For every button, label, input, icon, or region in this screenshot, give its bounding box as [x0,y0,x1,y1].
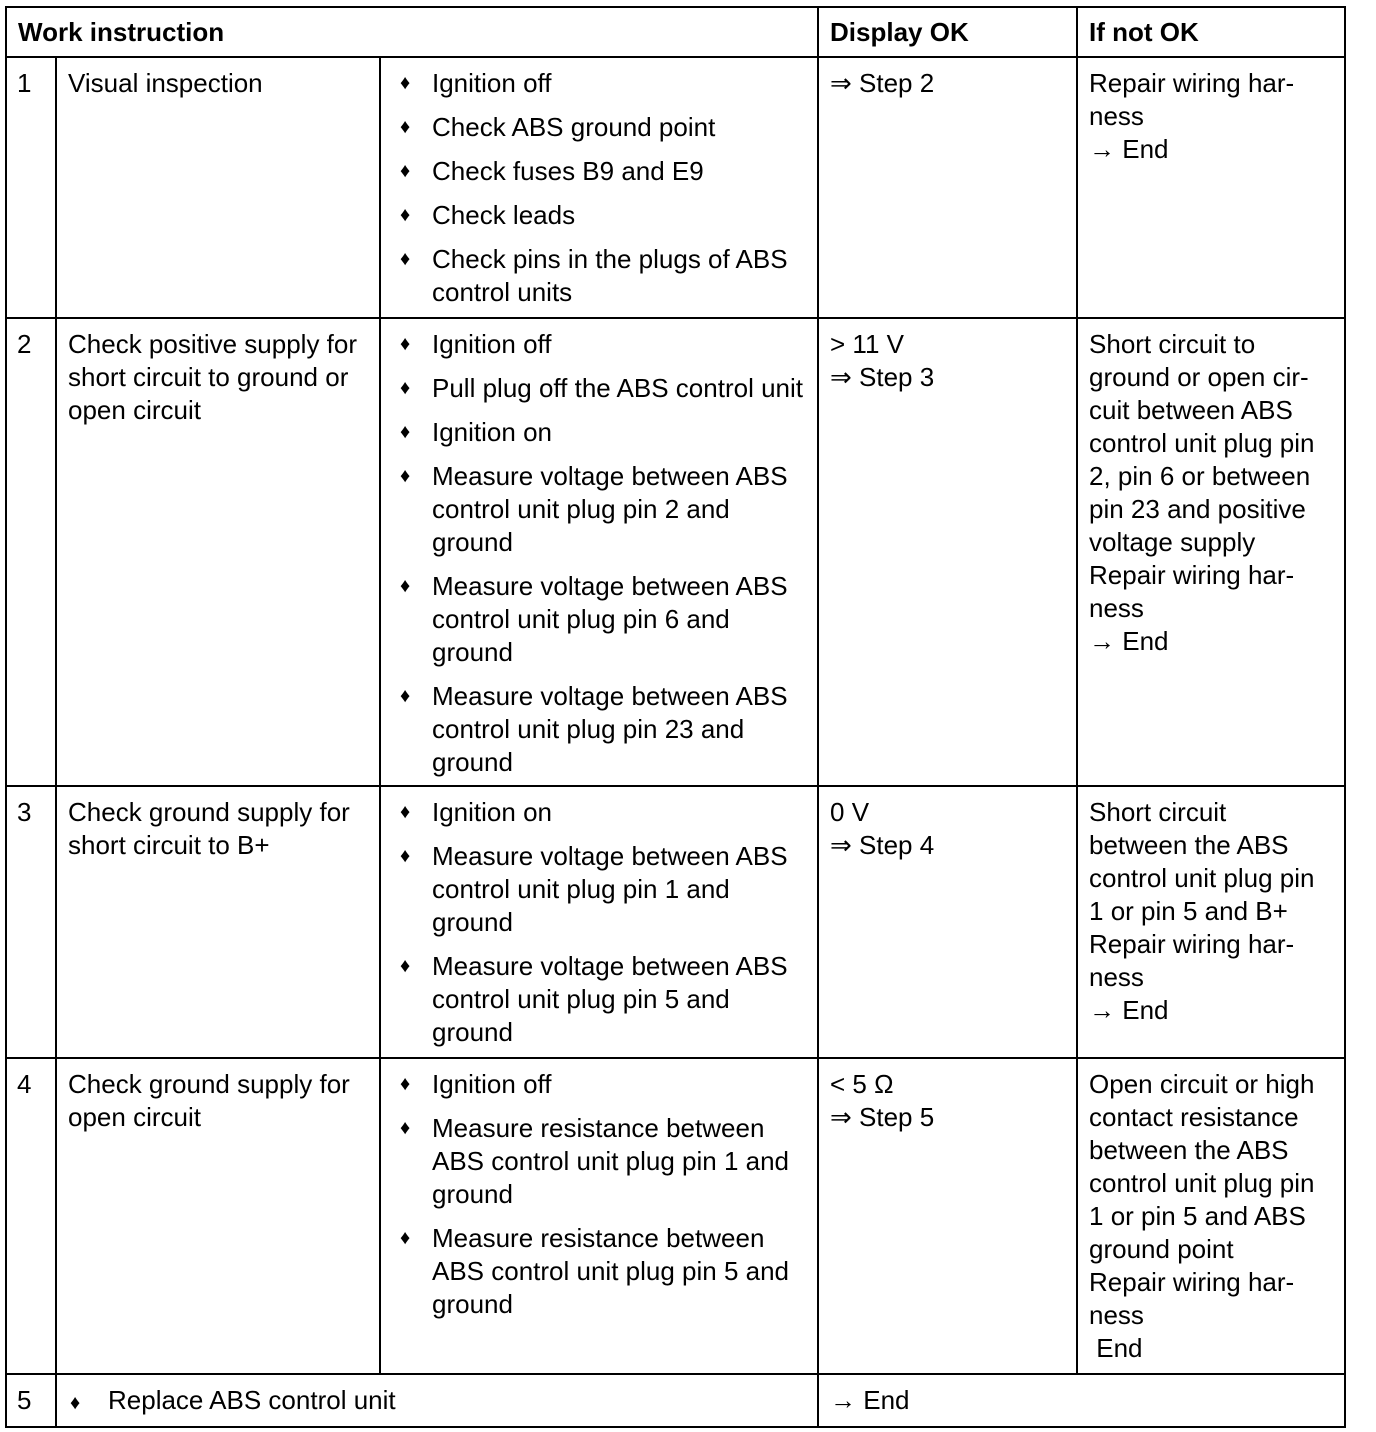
header-work-instruction: Work instruction [6,7,818,57]
display-ok-line: ⇒ Step 5 [830,1102,935,1132]
if-not-ok-line: ness [1089,962,1144,992]
list-item: ♦ Ignition on [400,797,552,827]
if-not-ok-line: cuit between ABS [1089,395,1293,425]
list-item: ♦ Ignition on [400,417,552,447]
if-not-ok-line: ness [1089,1300,1144,1330]
if-not-ok-line: control unit plug pin [1089,1168,1315,1198]
table-header-row [6,7,1345,57]
test-description: Visual inspection [56,57,380,318]
header-display-ok: Display OK [818,7,1077,57]
display-ok-cell [818,57,1077,318]
diamond-bullet-icon: ♦ [400,116,411,138]
diamond-bullet-icon: ♦ [400,845,411,867]
table-row [6,786,1345,1058]
if-not-ok-line: ground point [1089,1234,1234,1264]
work-instruction-table [5,6,1346,1428]
final-step-cell [56,1374,818,1427]
diamond-bullet-icon: ♦ [400,1227,411,1249]
step-number: 1 [6,57,56,318]
display-ok-cell [818,1058,1077,1374]
display-ok-line: 0 V [830,797,870,827]
if-not-ok-line: contact resistance [1089,1102,1299,1132]
if-not-ok-line: control unit plug pin [1089,428,1315,458]
if-not-ok-cell [1077,318,1345,786]
step-list-cell [380,57,818,318]
if-not-ok-line: voltage supply [1089,527,1256,557]
diamond-bullet-icon: ♦ [400,421,411,443]
diamond-bullet-icon: ♦ [400,1117,411,1139]
diamond-bullet-icon: ♦ [400,685,411,707]
if-not-ok-line: between the ABS [1089,1135,1289,1165]
if-not-ok-line: ground or open cir- [1089,362,1309,392]
diamond-bullet-icon: ♦ [400,955,411,977]
if-not-ok-line: → End [1089,626,1169,656]
list-item: ♦ Check pins in the plugs of ABS control units [400,244,788,307]
display-ok-line: < 5 Ω [830,1069,894,1099]
list-item: ♦ Ignition off [400,68,552,98]
if-not-ok-line: 1 or pin 5 and ABS [1089,1201,1306,1231]
step-list [392,1068,807,1321]
if-not-ok-line: Repair wiring har- [1089,1267,1295,1297]
step-list [392,67,807,309]
if-not-ok-cell [1077,786,1345,1058]
diamond-bullet-icon: ♦ [400,1073,411,1095]
list-item: ♦ Measure voltage between ABS control unit plug pin 2 and ground [400,461,788,557]
display-ok-cell [818,786,1077,1058]
step-list-cell [380,318,818,786]
diamond-bullet-icon: ♦ [400,377,411,399]
diamond-bullet-icon: ♦ [400,72,411,94]
if-not-ok-line: Short circuit [1089,797,1227,827]
test-description: Check positive supply for short circuit to ground or open circuit [56,318,380,786]
if-not-ok-line: Repair wiring har- [1089,929,1295,959]
if-not-ok-line: 1 or pin 5 and B+ [1089,896,1288,926]
final-result-cell: → End [818,1374,1345,1427]
list-item: ♦ Measure resistance between ABS control unit plug pin 1 and ground [400,1113,790,1209]
if-not-ok-line: Repair wiring har- [1089,68,1295,98]
display-ok-line: ⇒ Step 2 [830,68,935,98]
diamond-bullet-icon: ♦ [400,204,411,226]
if-not-ok-line: between the ABS [1089,830,1289,860]
if-not-ok-line: ness [1089,101,1144,131]
table-row [6,318,1345,786]
table-row [6,57,1345,318]
final-step-text: Replace ABS control unit [108,1385,396,1415]
diamond-bullet-icon: ♦ [400,248,411,270]
if-not-ok-line: → End [1089,134,1169,164]
display-ok-cell [818,318,1077,786]
list-item: ♦ Check fuses B9 and E9 [400,156,704,186]
list-item: ♦ Ignition off [400,329,552,359]
if-not-ok-line: End [1089,1333,1143,1363]
list-item: ♦ Measure voltage between ABS control unit plug pin 6 and ground [400,571,788,667]
table-row [6,1374,1345,1427]
if-not-ok-line: → End [1089,995,1169,1025]
diamond-bullet-icon: ♦ [400,465,411,487]
test-description: Check ground supply for open circuit [56,1058,380,1374]
if-not-ok-line: pin 23 and positive [1089,494,1306,524]
diamond-bullet-icon: ♦ [400,333,411,355]
test-description: Check ground supply for short circuit to B+ [56,786,380,1058]
list-item: ♦ Check ABS ground point [400,112,716,142]
diamond-bullet-icon: ♦ [70,1392,81,1414]
if-not-ok-line: Short circuit to [1089,329,1256,359]
diamond-bullet-icon: ♦ [400,575,411,597]
diamond-bullet-icon: ♦ [400,801,411,823]
step-number: 2 [6,318,56,786]
step-list-cell [380,786,818,1058]
if-not-ok-line: 2, pin 6 or between [1089,461,1311,491]
if-not-ok-line: Open circuit or high [1089,1069,1315,1099]
if-not-ok-line: control unit plug pin [1089,863,1315,893]
step-number: 4 [6,1058,56,1374]
list-item: ♦ Measure voltage between ABS control unit plug pin 5 and ground [400,951,788,1047]
table-row [6,1058,1345,1374]
list-item: ♦ Measure voltage between ABS control unit plug pin 1 and ground [400,841,788,937]
step-list [392,796,807,1049]
header-if-not-ok: If not OK [1077,7,1345,57]
list-item: ♦ Measure resistance between ABS control unit plug pin 5 and ground [400,1223,790,1319]
step-list [392,328,807,779]
if-not-ok-line: Repair wiring har- [1089,560,1295,590]
display-ok-line: ⇒ Step 3 [830,362,935,392]
list-item: ♦ Ignition off [400,1069,552,1099]
if-not-ok-cell [1077,1058,1345,1374]
if-not-ok-cell [1077,57,1345,318]
list-item: ♦ Pull plug off the ABS control unit [400,373,803,403]
step-number: 5 [6,1374,56,1427]
diamond-bullet-icon: ♦ [400,160,411,182]
if-not-ok-line: ness [1089,593,1144,623]
step-number: 3 [6,786,56,1058]
display-ok-line: > 11 V [830,329,904,359]
list-item: ♦ Measure voltage between ABS control unit plug pin 23 and ground [400,681,788,777]
step-list-cell [380,1058,818,1374]
display-ok-line: ⇒ Step 4 [830,830,935,860]
list-item: ♦ Check leads [400,200,576,230]
